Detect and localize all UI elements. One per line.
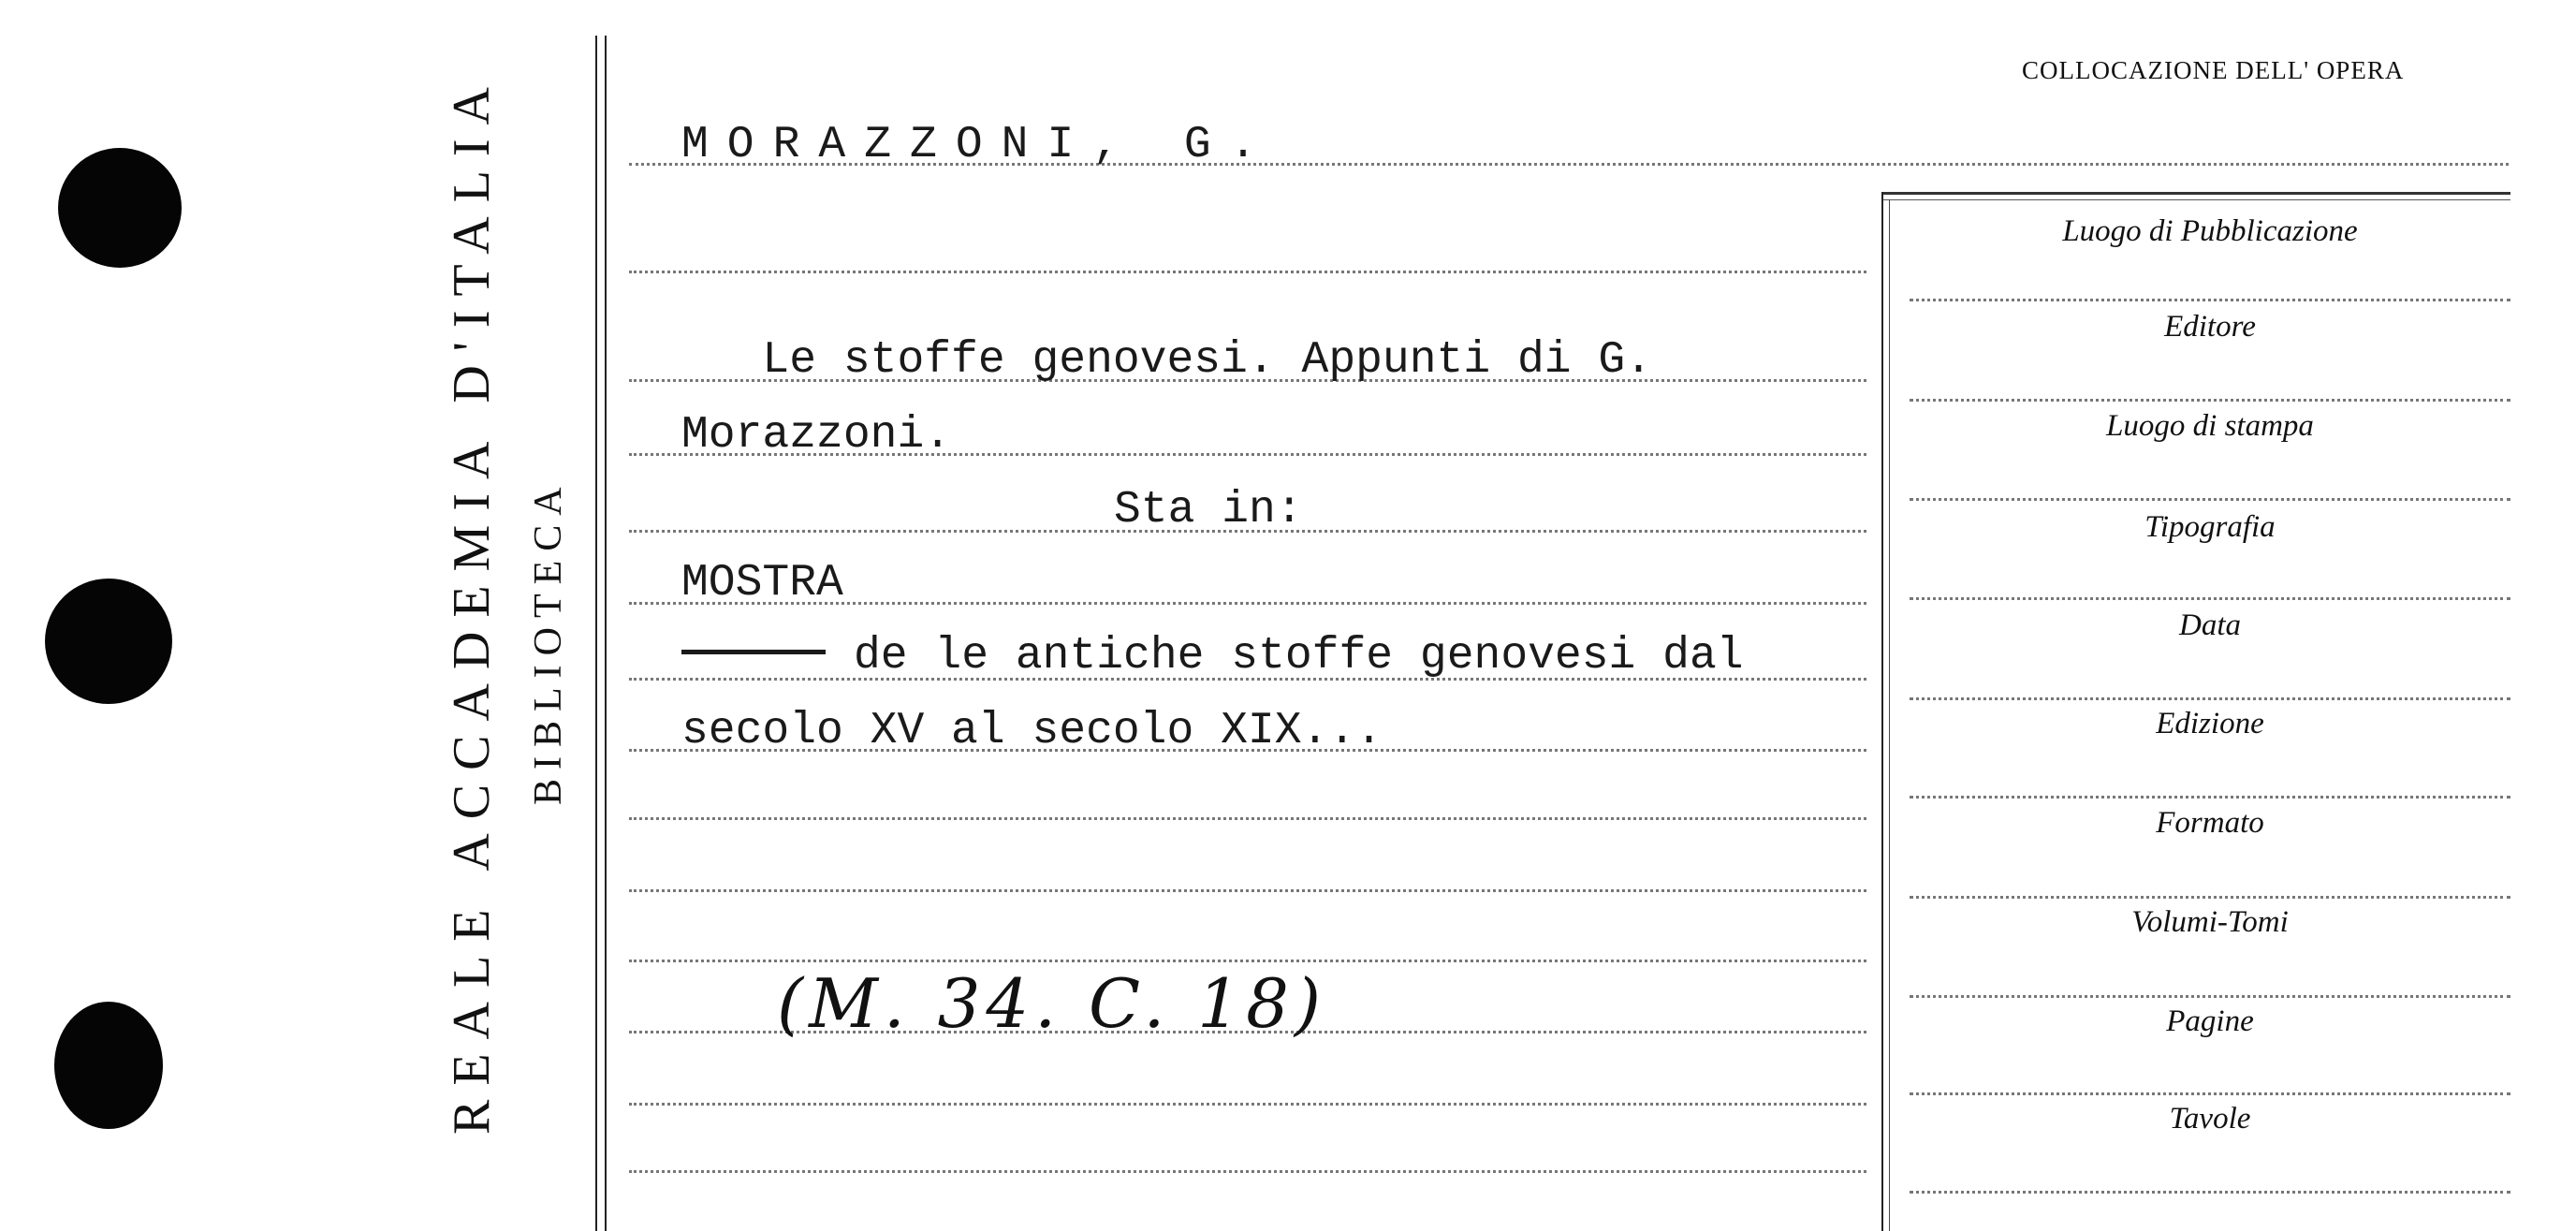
left-margin-rule	[595, 36, 597, 1231]
author-heading: MORAZZONI, G.	[681, 120, 1276, 170]
field-line	[1910, 697, 2510, 700]
shelf-location-label: COLLOCAZIONE DELL' OPERA	[2022, 56, 2405, 84]
field-line	[1910, 995, 2510, 998]
department-name: BIBLIOTECA	[527, 477, 570, 805]
field-line	[1910, 896, 2510, 899]
source-line-2: secolo XV al secolo XIX...	[681, 706, 1383, 756]
field-tavole: Tavole	[2169, 1102, 2251, 1136]
field-line	[1910, 597, 2510, 600]
ditto-dash	[681, 650, 826, 654]
field-luogo-pubblicazione: Luogo di Pubblicazione	[2062, 214, 2358, 248]
writing-line	[629, 1170, 1866, 1173]
writing-line	[629, 271, 1866, 273]
punch-hole-middle	[45, 579, 172, 704]
source-line-1-text: de le antiche stoffe genovesi dal	[854, 631, 1744, 681]
writing-line	[629, 889, 1866, 892]
punch-hole-top	[58, 148, 182, 268]
field-line	[1910, 299, 2510, 301]
field-edizione: Edizione	[2156, 707, 2264, 740]
panel-top-border	[1881, 192, 2510, 195]
field-pagine: Pagine	[2166, 1004, 2254, 1038]
field-formato: Formato	[2156, 806, 2264, 840]
handwritten-shelfmark: (M. 34. C. 18)	[777, 964, 1326, 1043]
punch-hole-bottom	[54, 1002, 163, 1129]
field-luogo-stampa: Luogo di stampa	[2106, 409, 2314, 443]
panel-top-border-inner	[1881, 199, 2510, 200]
field-volumi-tomi: Volumi-Tomi	[2131, 905, 2289, 939]
field-line	[1910, 1092, 2510, 1095]
title-line-1: Le stoffe genovesi. Appunti di G.	[681, 335, 1652, 386]
institution-name: REALE ACCADEMIA D'ITALIA	[443, 73, 501, 1135]
field-line	[1910, 498, 2510, 501]
field-line	[1910, 1191, 2510, 1194]
source-line-1	[681, 631, 1744, 681]
field-editore: Editore	[2164, 310, 2256, 344]
title-line-2: Morazzoni.	[681, 410, 952, 461]
bibliographic-fields-panel	[1881, 192, 2510, 1231]
panel-left-border-inner	[1889, 199, 1890, 1231]
field-line	[1910, 399, 2510, 402]
field-tipografia: Tipografia	[2144, 510, 2276, 544]
sta-in-label: Sta in:	[1114, 485, 1303, 535]
field-line	[1910, 796, 2510, 799]
writing-line	[629, 817, 1866, 820]
writing-line	[629, 960, 1866, 962]
panel-left-border	[1881, 192, 1883, 1231]
source-heading: MOSTRA	[681, 558, 843, 608]
left-margin-rule-inner	[605, 36, 607, 1231]
field-data: Data	[2179, 608, 2241, 642]
writing-line	[629, 1103, 1866, 1106]
